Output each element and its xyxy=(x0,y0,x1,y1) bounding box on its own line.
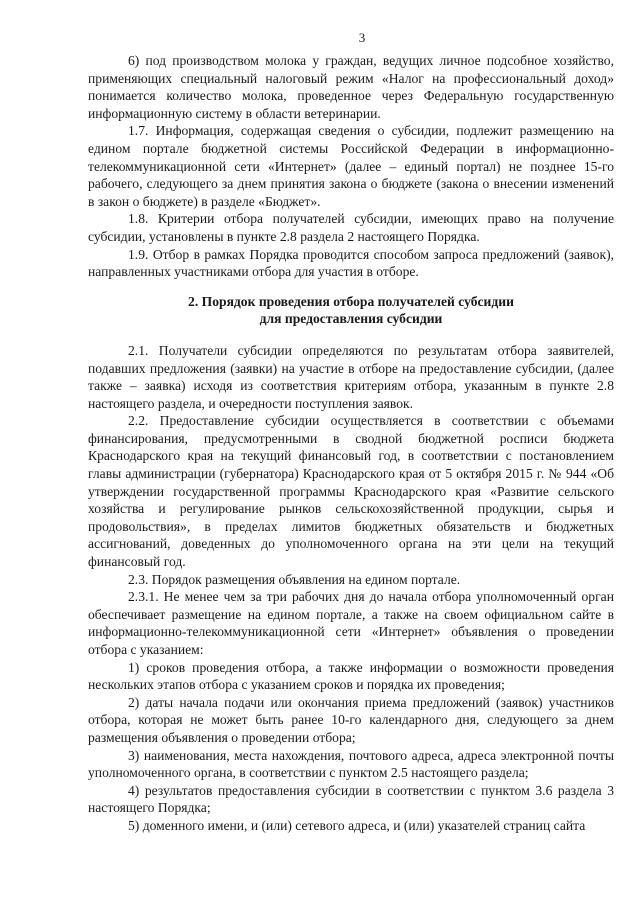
list-item-2: 2) даты начала подачи или окончания приема предложений (заявок) участников отбора, которая не может быть ранее 10-го календарного дня, следующего за днем размещения объявления о проведении отбора; xyxy=(88,694,614,745)
paragraph-2-3-1: 2.3.1. Не менее чем за три рабочих дня до начала отбора уполномоченный орган обеспечивает размещение на едином портале, а также на своем официальном сайте в информационно-телекоммуникационной сети «Интернет» объявления о проведении отбора с указанием: xyxy=(88,589,614,657)
section-2-heading-line-1: 2. Порядок проведения отбора получателей субсидии xyxy=(188,293,514,309)
document-body xyxy=(88,52,614,835)
paragraph-1-8: 1.8. Критерии отбора получателей субсидии, имеющих право на получение субсидии, установлены в пункте 2.8 раздела 2 настоящего Порядка. xyxy=(88,211,614,244)
list-item-3: 3) наименования, места нахождения, почтового адреса, адреса электронной почты уполномоченного органа, в соответствии с пунктом 2.5 настоящего раздела; xyxy=(88,747,614,781)
list-item-1: 1) сроков проведения отбора, а также информации о возможности проведения нескольких этапов отбора с указанием сроков и порядка их проведения; xyxy=(88,659,614,693)
paragraph-6-milk-definition: 6) под производством молока у граждан, ведущих личное подсобное хозяйство, применяющих специальный налоговый режим «Налог на профессиональный доход» понимается количество молока, проведенное через Федеральную государственную информационную систему в области ветеринарии. xyxy=(88,53,614,121)
paragraph-1-7: 1.7. Информация, содержащая сведения о субсидии, подлежит размещению на едином портале бюджетной системы Российской Федерации в информационно-телекоммуникационной сети «Интернет» (далее – единый портал) не позднее 15-го рабочего, следующего за днем принятия закона о бюджете (закона о внесении изменений в закон о бюджете) в разделе «Бюджет». xyxy=(88,123,614,209)
paragraph-1-9: 1.9. Отбор в рамках Порядка проводится способом запроса предложений (заявок), направленных участниками отбора для участия в отборе. xyxy=(88,246,614,280)
list-item-4: 4) результатов предоставления субсидии в соответствии с пунктом 3.6 раздела 3 настоящего Порядка; xyxy=(88,782,614,816)
paragraph-2-1: 2.1. Получатели субсидии определяются по результатам отбора заявителей, подавших предложения (заявки) на участие в отборе на предоставление субсидии, (далее также – заявка) исходя из соответствия критериям отбора, указанным в пункте 2.8 настоящего раздела, и очередности поступления заявок. xyxy=(88,342,614,411)
section-2-heading xyxy=(88,293,614,328)
section-2-heading-line-2: для предоставления субсидии xyxy=(259,311,443,327)
paragraph-2-2: 2.2. Предоставление субсидии осуществляется в соответствии с объемами финансирования, предусмотренными в сводной бюджетной росписи бюджета Краснодарского края на текущий финансовый год, в соответствии с постановлением главы администрации (губернатора) Краснодарского края от 5 октября 2015 г. № 944 «Об утверждении государственной программы Краснодарского края «Развитие сельского хозяйства и регулирование рынков сельскохозяйственной продукции, сырья и продовольствия», в пределах лимитов бюджетных обязательств и бюджетных ассигнований, доведенных до уполномоченного органа на эти цели на текущий финансовый год. xyxy=(88,413,614,570)
paragraph-2-3: 2.3. Порядок размещения объявления на едином портале. xyxy=(128,571,461,587)
list-item-5: 5) доменного имени, и (или) сетевого адреса, и (или) указателей страниц сайта xyxy=(128,817,586,833)
page-number: 3 xyxy=(358,30,366,45)
